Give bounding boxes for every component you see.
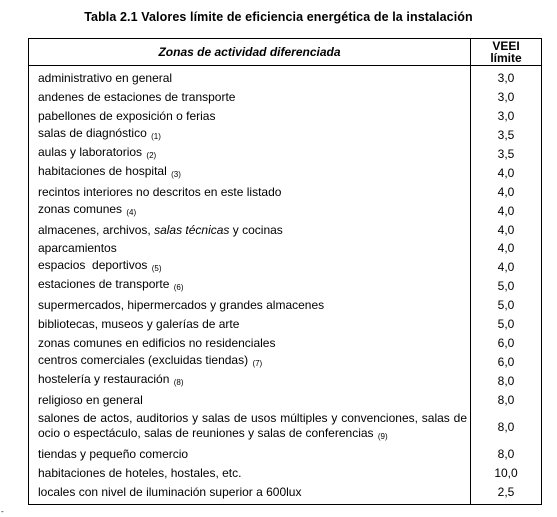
veei-value-cell: 2,5 xyxy=(471,483,542,504)
footnote-ref: (2) xyxy=(146,151,157,160)
veei-value-cell: 3,5 xyxy=(471,145,542,164)
veei-value-cell: 8,0 xyxy=(471,445,542,464)
zone-text: zonas comunes xyxy=(38,201,123,216)
zone-cell xyxy=(29,258,471,277)
table-row xyxy=(29,258,542,277)
table-row xyxy=(29,107,542,126)
zone-text: centros comerciales (excluidas tiendas) xyxy=(38,352,249,367)
zone-cell xyxy=(29,88,471,107)
table-row xyxy=(29,352,542,371)
table-row xyxy=(29,182,542,201)
zone-cell xyxy=(29,126,471,145)
zone-cell xyxy=(29,483,471,504)
veei-value-cell: 5,0 xyxy=(471,315,542,334)
footnote-ref: (3) xyxy=(171,169,181,179)
zone-cell xyxy=(29,352,471,371)
table-header-row xyxy=(29,39,542,66)
zone-text: pabellones de exposición o ferias xyxy=(38,109,216,124)
footnote-ref: (5) xyxy=(151,264,162,274)
table-row xyxy=(29,333,542,352)
footnote-ref: (1) xyxy=(151,132,161,142)
zone-cell xyxy=(29,409,471,445)
veei-value-cell: 4,0 xyxy=(471,239,542,258)
zone-cell xyxy=(29,239,471,258)
veei-value-cell: 5,0 xyxy=(471,296,542,315)
zone-text: recintos interiores no descritos en este listado xyxy=(38,184,282,199)
table-row xyxy=(29,88,542,107)
zone-text: estaciones de transporte xyxy=(38,277,170,292)
zone-cell xyxy=(29,315,471,334)
zone-cell xyxy=(29,296,471,315)
table-title: Tabla 2.1 Valores límite de eficiencia energética de la instalación xyxy=(84,10,473,24)
table-row xyxy=(29,126,542,145)
table-row xyxy=(29,315,542,334)
table-row xyxy=(29,163,542,182)
table-row xyxy=(29,201,542,220)
zone-cell xyxy=(29,445,471,464)
zone-cell xyxy=(29,220,471,239)
zone-text: habitaciones de hospital xyxy=(38,163,167,178)
table-body xyxy=(29,66,542,505)
table-row xyxy=(29,239,542,258)
veei-value-cell: 3,0 xyxy=(471,107,542,126)
veei-table xyxy=(28,38,542,505)
table-row xyxy=(29,277,542,296)
zone-text: supermercados, hipermercados y grandes almacenes xyxy=(38,298,325,313)
table-row xyxy=(29,464,542,483)
zone-text: aulas y laboratorios xyxy=(38,145,143,159)
zone-text: administrativo en general xyxy=(38,71,173,86)
veei-value-cell: 4,0 xyxy=(471,258,542,277)
footnote-ref: (4) xyxy=(126,207,137,217)
zone-text: almacenes, archivos, xyxy=(38,222,155,237)
zone-text: zonas comunes en edificios no residenciales xyxy=(38,335,276,350)
veei-value-cell: 4,0 xyxy=(471,220,542,239)
table-row xyxy=(29,66,542,88)
veei-value-cell: 3,0 xyxy=(471,66,542,88)
veei-value-cell: 8,0 xyxy=(471,390,542,409)
zone-cell xyxy=(29,390,471,409)
zone-cell xyxy=(29,163,471,182)
veei-value-cell: 10,0 xyxy=(471,464,542,483)
zone-text: religioso en general xyxy=(38,392,143,407)
table-row xyxy=(29,483,542,504)
veei-value-cell: 8,0 xyxy=(471,409,542,445)
table-row xyxy=(29,390,542,409)
veei-value-cell: 4,0 xyxy=(471,201,542,220)
zone-cell xyxy=(29,201,471,220)
zone-text: salas de diagnóstico xyxy=(38,126,147,141)
footnote-ref: (7) xyxy=(252,358,263,368)
zone-text: bibliotecas, museos y galerías de arte xyxy=(38,317,240,332)
zone-text: hostelería y restauración xyxy=(38,371,170,386)
zone-cell xyxy=(29,333,471,352)
zone-text: aparcamientos xyxy=(38,241,117,256)
zone-text: andenes de estaciones de transporte xyxy=(38,90,236,105)
zone-cell xyxy=(29,145,471,164)
column-header-veei-line1: VEEI xyxy=(492,39,520,53)
footnote-ref: (6) xyxy=(173,283,184,293)
veei-value-cell: 3,5 xyxy=(471,126,542,145)
zone-cell xyxy=(29,182,471,201)
page-marker: - xyxy=(1,507,4,516)
footnote-ref: (8) xyxy=(173,377,184,387)
table-row xyxy=(29,409,542,445)
column-header-veei-line2: límite xyxy=(490,51,522,65)
zone-text: tiendas y pequeño comercio xyxy=(38,447,189,462)
zone-cell xyxy=(29,107,471,126)
veei-value-cell: 8,0 xyxy=(471,371,542,390)
footnote-ref: (9) xyxy=(377,431,388,441)
veei-value-cell: 5,0 xyxy=(471,277,542,296)
veei-value-cell: 4,0 xyxy=(471,163,542,182)
zone-text: espacios deportivos xyxy=(38,258,148,273)
zone-cell xyxy=(29,277,471,296)
zone-text: habitaciones de hoteles, hostales, etc. xyxy=(38,466,242,481)
veei-value-cell: 6,0 xyxy=(471,352,542,371)
zone-cell xyxy=(29,66,471,88)
table-row xyxy=(29,296,542,315)
veei-value-cell: 6,0 xyxy=(471,333,542,352)
zone-text: locales con nivel de iluminación superior a 600lux xyxy=(38,485,302,500)
veei-value-cell: 4,0 xyxy=(471,182,542,201)
zone-text: y cocinas xyxy=(229,222,283,237)
table-row xyxy=(29,220,542,239)
table-row xyxy=(29,145,542,164)
table-row xyxy=(29,445,542,464)
zone-text: salones de actos, auditorios y salas de usos múltiples y convenciones, salas de ocio o espectáculo, salas de reuniones y salas de conferencias xyxy=(38,410,471,440)
table-row xyxy=(29,371,542,390)
column-header-veei xyxy=(471,39,542,66)
veei-value-cell: 3,0 xyxy=(471,88,542,107)
column-header-zone: Zonas de actividad diferenciada xyxy=(29,39,471,66)
zone-cell xyxy=(29,371,471,390)
zone-cell xyxy=(29,464,471,483)
zone-text-italic: salas técnicas xyxy=(154,222,230,237)
